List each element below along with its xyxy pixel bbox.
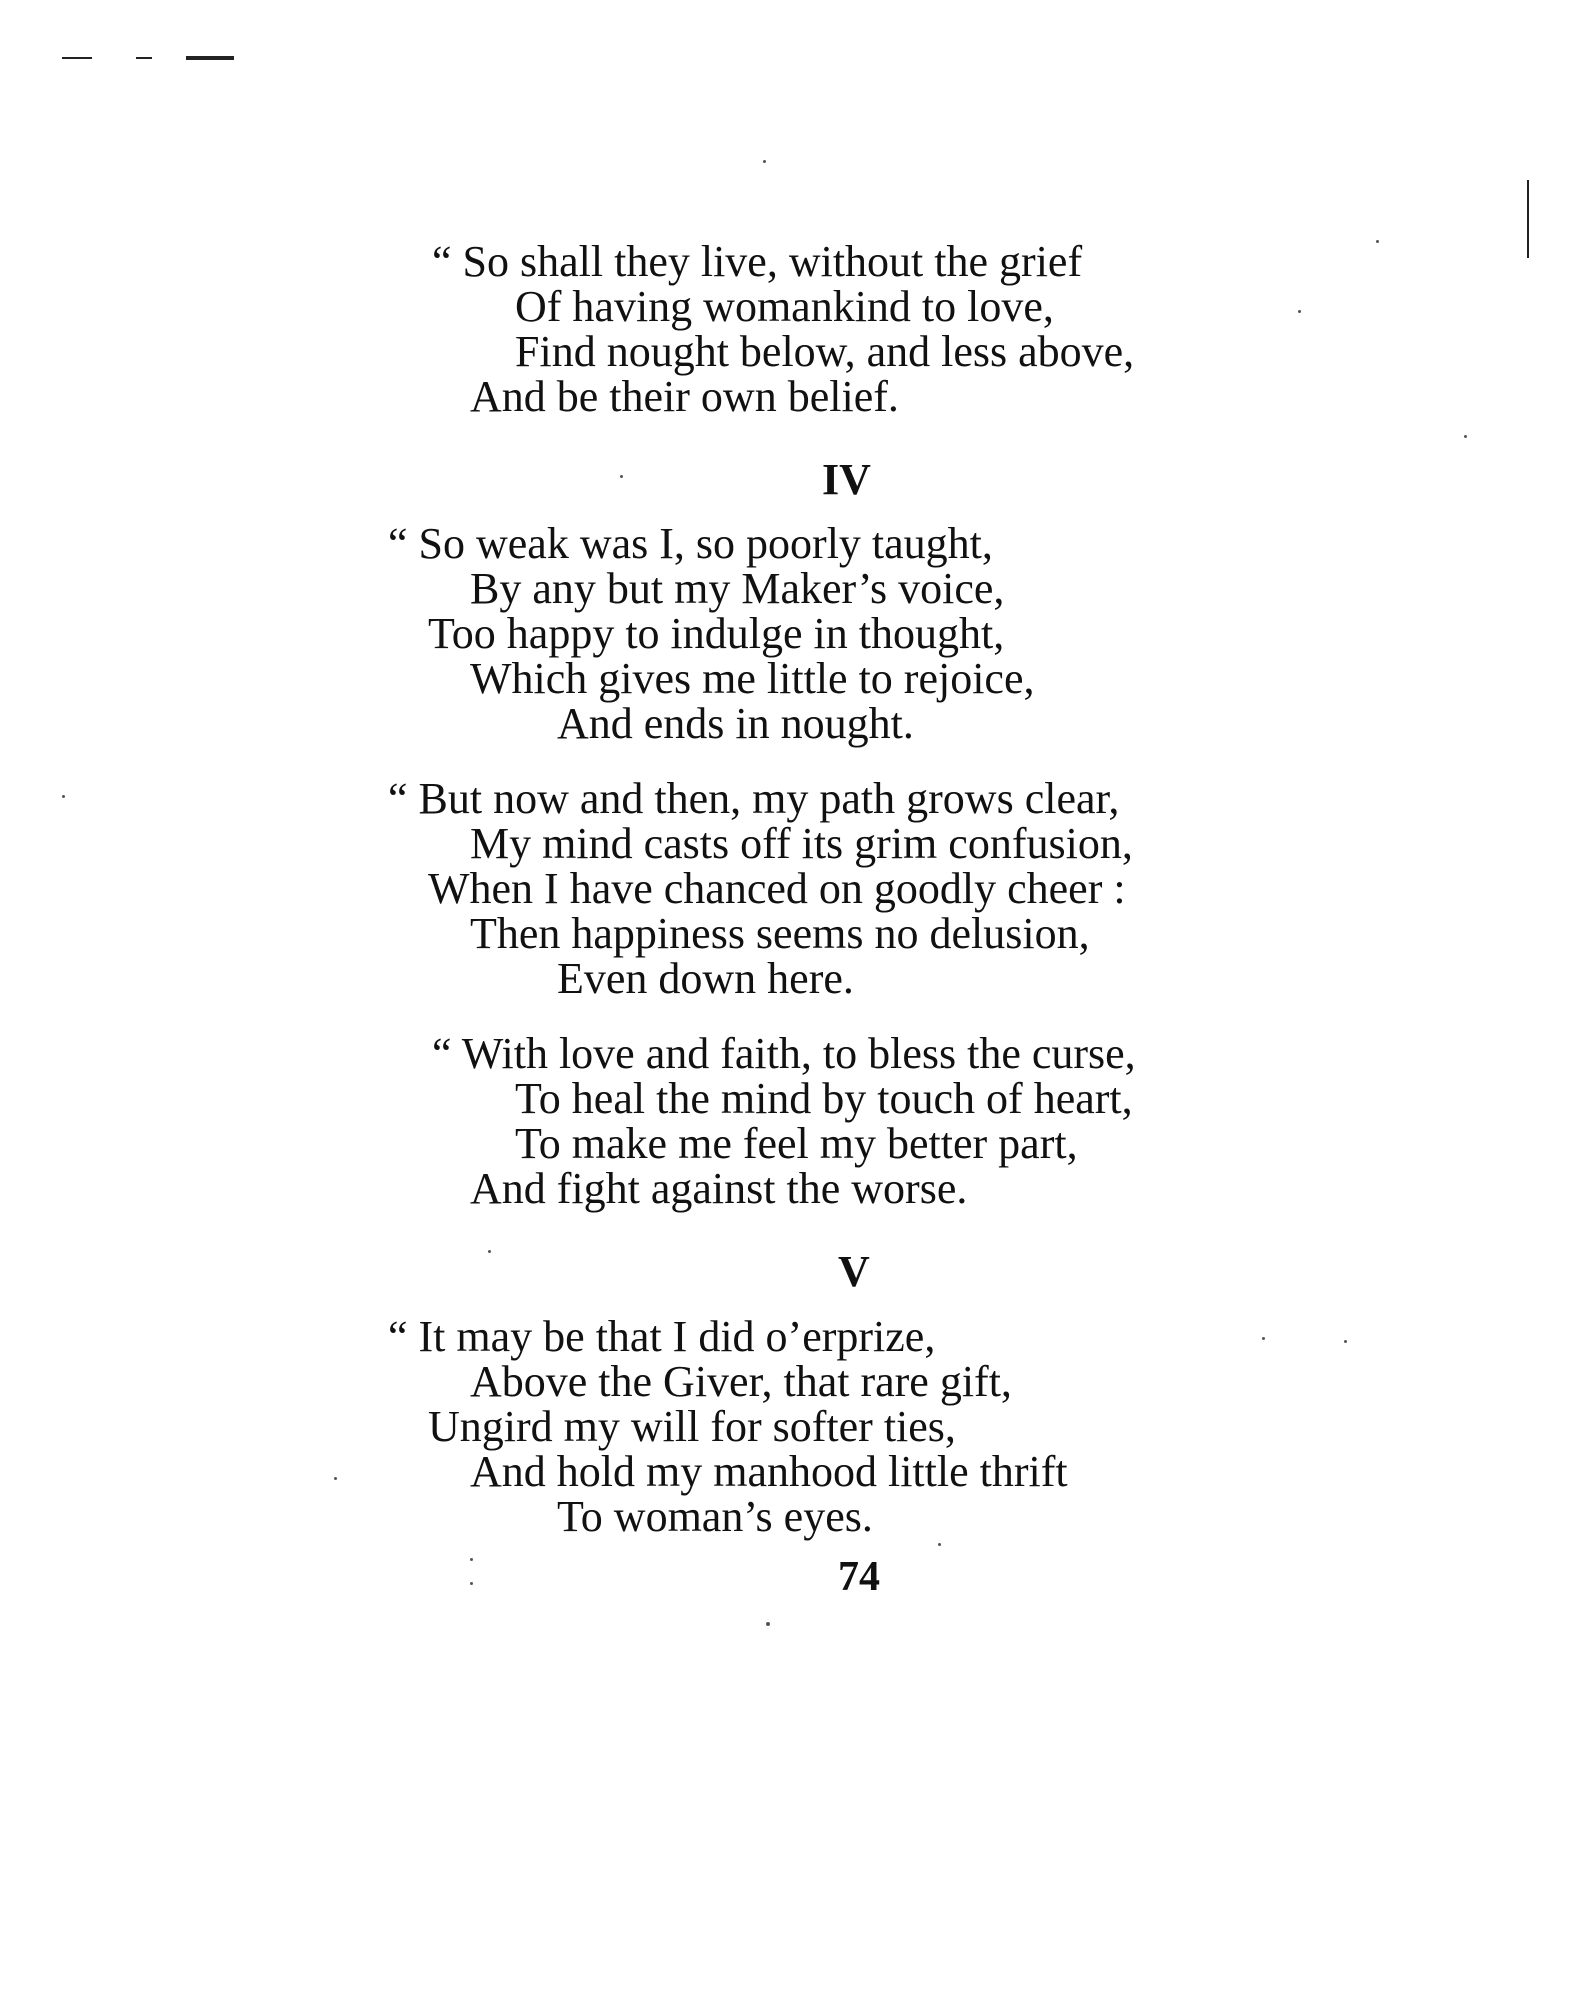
speck bbox=[763, 160, 766, 163]
poem-line: And be their own belief. bbox=[470, 372, 899, 421]
scan-mark-top-left-3 bbox=[186, 56, 234, 60]
poem-line: “ It may be that I did o’erprize, bbox=[388, 1312, 936, 1361]
poem-line: To woman’s eyes. bbox=[557, 1492, 873, 1541]
poem-line: “ So shall they live, without the grief bbox=[432, 237, 1083, 286]
section-heading-iv: IV bbox=[822, 455, 871, 504]
poem-line: And hold my manhood little thrift bbox=[470, 1447, 1068, 1496]
speck bbox=[1298, 310, 1301, 313]
poem-line: To make me feel my better part, bbox=[515, 1119, 1078, 1168]
poem-line: Even down here. bbox=[557, 954, 854, 1003]
poem-line: Find nought below, and less above, bbox=[515, 327, 1135, 376]
poem-line: Of having womankind to love, bbox=[515, 282, 1054, 331]
poem-line: To heal the mind by touch of heart, bbox=[515, 1074, 1133, 1123]
speck bbox=[938, 1543, 941, 1546]
poem-line: Then happiness seems no delusion, bbox=[470, 909, 1090, 958]
scan-mark-top-left-1 bbox=[62, 57, 92, 59]
speck bbox=[62, 795, 65, 798]
scan-mark-top-left-2 bbox=[136, 57, 152, 59]
speck bbox=[470, 1582, 473, 1585]
poem-line: “ With love and faith, to bless the curse, bbox=[432, 1029, 1136, 1078]
poem-line: Above the Giver, that rare gift, bbox=[470, 1357, 1012, 1406]
poem-line: Ungird my will for softer ties, bbox=[428, 1402, 956, 1451]
poem-line: And fight against the worse. bbox=[470, 1164, 968, 1213]
poem-line: “ So weak was I, so poorly taught, bbox=[388, 519, 993, 568]
poem-line: When I have chanced on goodly cheer : bbox=[428, 864, 1126, 913]
poem-line: Which gives me little to rejoice, bbox=[470, 654, 1035, 703]
scan-mark-right-edge bbox=[1527, 180, 1529, 258]
speck bbox=[334, 1477, 337, 1480]
page-number: 74 bbox=[838, 1554, 880, 1600]
speck bbox=[1376, 240, 1379, 243]
poem-line: Too happy to indulge in thought, bbox=[428, 609, 1005, 658]
speck bbox=[1344, 1340, 1347, 1343]
speck bbox=[488, 1250, 491, 1253]
speck bbox=[470, 1558, 473, 1561]
poem-line: My mind casts off its grim confusion, bbox=[470, 819, 1133, 868]
speck bbox=[1464, 435, 1467, 438]
speck bbox=[1262, 1337, 1265, 1340]
poem-line: And ends in nought. bbox=[557, 699, 914, 748]
poem-line: “ But now and then, my path grows clear, bbox=[388, 774, 1120, 823]
speck bbox=[766, 1622, 770, 1626]
section-heading-v: V bbox=[838, 1247, 870, 1296]
poem-line: By any but my Maker’s voice, bbox=[470, 564, 1005, 613]
speck bbox=[620, 475, 623, 478]
